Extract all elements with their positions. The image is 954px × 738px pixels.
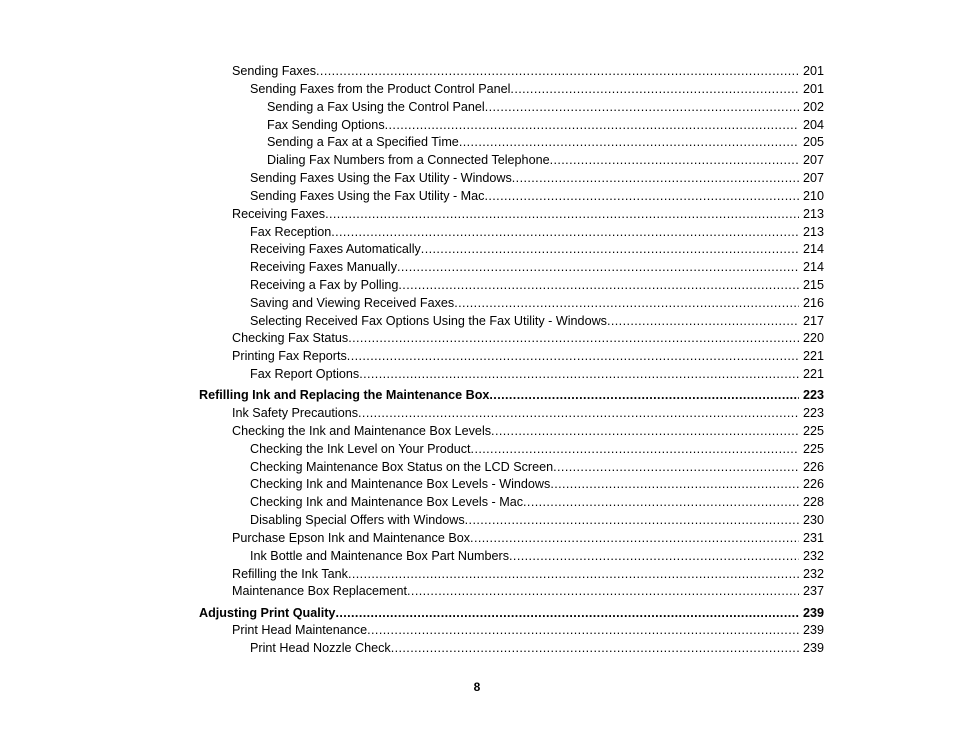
dot-leader <box>407 583 799 599</box>
toc-entry-title: Purchase Epson Ink and Maintenance Box <box>232 531 471 545</box>
toc-entry-title: Saving and Viewing Received Faxes <box>250 296 455 310</box>
toc-entry-page: 213 <box>802 207 824 221</box>
dot-leader <box>391 640 799 656</box>
toc-entry-page: 214 <box>802 242 824 256</box>
toc-entry-page: 204 <box>802 118 824 132</box>
dot-leader <box>335 605 799 621</box>
toc-entry-title: Sending Faxes <box>232 64 317 78</box>
toc-entry-title: Checking Maintenance Box Status on the LCD Screen <box>250 460 554 474</box>
dot-leader <box>316 63 799 79</box>
toc-entry[interactable] <box>250 275 824 293</box>
toc-entry[interactable] <box>250 492 824 510</box>
toc-entry[interactable] <box>250 239 824 257</box>
toc-entry-title: Checking Ink and Maintenance Box Levels - Windows <box>250 477 551 491</box>
toc-chapter-entry[interactable] <box>199 385 824 403</box>
toc-entry-page: 202 <box>802 100 824 114</box>
toc-entry-page: 226 <box>802 460 824 474</box>
toc-entry-title: Checking the Ink Level on Your Product <box>250 442 471 456</box>
dot-leader <box>523 494 799 510</box>
toc-entry[interactable] <box>267 150 824 168</box>
toc-entry-page: 205 <box>802 135 824 149</box>
toc-entry[interactable] <box>232 403 824 421</box>
toc-entry[interactable] <box>267 132 824 150</box>
toc-entry-title: Refilling Ink and Replacing the Maintenance Box <box>199 388 490 402</box>
toc-entry-page: 221 <box>802 349 824 363</box>
toc-entry[interactable] <box>250 293 824 311</box>
toc-entry-page: 226 <box>802 477 824 491</box>
toc-entry[interactable] <box>232 204 824 222</box>
toc-entry[interactable] <box>250 168 824 186</box>
toc-chapter-entry[interactable] <box>199 603 824 621</box>
page-number: 8 <box>473 680 481 694</box>
toc-entry-title: Checking the Ink and Maintenance Box Levels <box>232 424 492 438</box>
toc-entry-page: 216 <box>802 296 824 310</box>
toc-entry[interactable] <box>250 638 824 656</box>
toc-entry-title: Fax Sending Options <box>267 118 385 132</box>
toc-entry-title: Print Head Nozzle Check <box>250 641 391 655</box>
toc-entry-page: 225 <box>802 424 824 438</box>
toc-entry-page: 221 <box>802 367 824 381</box>
toc-entry-title: Maintenance Box Replacement <box>232 584 408 598</box>
toc-entry-title: Fax Reception <box>250 225 332 239</box>
toc-entry-title: Receiving Faxes Manually <box>250 260 397 274</box>
toc-entry[interactable] <box>232 328 824 346</box>
toc-entry-page: 213 <box>802 225 824 239</box>
toc-entry-page: 231 <box>802 531 824 545</box>
toc-entry-title: Ink Bottle and Maintenance Box Part Numbers <box>250 549 510 563</box>
toc-entry-page: 237 <box>802 584 824 598</box>
dot-leader <box>470 530 799 546</box>
toc-entry-title: Printing Fax Reports <box>232 349 347 363</box>
toc-entry[interactable] <box>250 439 824 457</box>
toc-entry-page: 225 <box>802 442 824 456</box>
toc-entry[interactable] <box>250 510 824 528</box>
dot-leader <box>331 224 799 240</box>
toc-entry[interactable] <box>232 61 824 79</box>
toc-entry[interactable] <box>250 186 824 204</box>
dot-leader <box>491 423 799 439</box>
dot-leader <box>459 134 799 150</box>
toc-entry-title: Receiving a Fax by Polling <box>250 278 399 292</box>
toc-entry-title: Adjusting Print Quality <box>199 606 336 620</box>
toc-entry-title: Sending Faxes from the Product Control Panel <box>250 82 511 96</box>
dot-leader <box>550 476 799 492</box>
dot-leader <box>465 512 799 528</box>
dot-leader <box>359 366 799 382</box>
toc-entry-page: 214 <box>802 260 824 274</box>
toc-entry-page: 230 <box>802 513 824 527</box>
toc-entry-title: Checking Ink and Maintenance Box Levels - Mac <box>250 495 524 509</box>
dot-leader <box>510 81 799 97</box>
dot-leader <box>358 405 799 421</box>
toc-entry[interactable] <box>250 222 824 240</box>
dot-leader <box>397 259 799 275</box>
toc-entry-page: 210 <box>802 189 824 203</box>
toc-entry-title: Sending a Fax Using the Control Panel <box>267 100 485 114</box>
toc-entry-page: 223 <box>802 406 824 420</box>
toc-entry-title: Sending Faxes Using the Fax Utility - Mac <box>250 189 485 203</box>
toc-entry[interactable] <box>250 79 824 97</box>
toc-entry[interactable] <box>250 457 824 475</box>
toc-entry-page: 207 <box>802 153 824 167</box>
dot-leader <box>398 277 799 293</box>
toc-entry-title: Receiving Faxes Automatically <box>250 242 421 256</box>
toc-entry[interactable] <box>232 346 824 364</box>
dot-leader <box>607 313 799 329</box>
dot-leader <box>454 295 799 311</box>
toc-entry-page: 239 <box>802 641 824 655</box>
toc-entry-title: Dialing Fax Numbers from a Connected Telephone <box>267 153 550 167</box>
toc-entry[interactable] <box>250 546 824 564</box>
toc-entry[interactable] <box>232 581 824 599</box>
toc-entry[interactable] <box>250 364 824 382</box>
dot-leader <box>385 117 799 133</box>
toc-entry-title: Fax Report Options <box>250 367 360 381</box>
toc-entry-page: 228 <box>802 495 824 509</box>
toc-entry-page: 201 <box>802 82 824 96</box>
dot-leader <box>509 548 799 564</box>
toc-entry-page: 239 <box>802 623 824 637</box>
dot-leader <box>550 152 799 168</box>
toc-entry-page: 220 <box>802 331 824 345</box>
toc-entry-title: Ink Safety Precautions <box>232 406 359 420</box>
toc-entry-page: 232 <box>802 549 824 563</box>
toc-entry-title: Refilling the Ink Tank <box>232 567 348 581</box>
dot-leader <box>348 330 799 346</box>
dot-leader <box>553 459 799 475</box>
toc-entry[interactable] <box>250 311 824 329</box>
toc-entry-page: 207 <box>802 171 824 185</box>
toc-entry-title: Print Head Maintenance <box>232 623 368 637</box>
toc-entry-title: Disabling Special Offers with Windows <box>250 513 465 527</box>
dot-leader <box>471 441 799 457</box>
toc-entry-page: 217 <box>802 314 824 328</box>
dot-leader <box>489 387 799 403</box>
dot-leader <box>484 188 799 204</box>
toc-entry[interactable] <box>232 564 824 582</box>
dot-leader <box>512 170 799 186</box>
toc-entry[interactable] <box>250 474 824 492</box>
toc-entry[interactable] <box>267 115 824 133</box>
toc-entry-page: 232 <box>802 567 824 581</box>
dot-leader <box>325 206 799 222</box>
toc-entry-title: Sending a Fax at a Specified Time <box>267 135 459 149</box>
toc-entry-page: 223 <box>802 388 824 402</box>
dot-leader <box>347 348 799 364</box>
toc-entry-title: Sending Faxes Using the Fax Utility - Windows <box>250 171 512 185</box>
toc-entry-title: Selecting Received Fax Options Using the Fax Utility - Windows <box>250 314 607 328</box>
toc-entry-page: 215 <box>802 278 824 292</box>
dot-leader <box>348 566 799 582</box>
toc-entry-page: 201 <box>802 64 824 78</box>
dot-leader <box>367 622 799 638</box>
toc-entry-title: Receiving Faxes <box>232 207 326 221</box>
toc-entry-title: Checking Fax Status <box>232 331 349 345</box>
dot-leader <box>421 241 799 257</box>
toc-entry[interactable] <box>232 528 824 546</box>
toc-entry-page: 239 <box>802 606 824 620</box>
toc-entry[interactable] <box>267 97 824 115</box>
toc-entry[interactable] <box>232 620 824 638</box>
toc-entry[interactable] <box>250 257 824 275</box>
dot-leader <box>485 99 799 115</box>
toc-entry[interactable] <box>232 421 824 439</box>
